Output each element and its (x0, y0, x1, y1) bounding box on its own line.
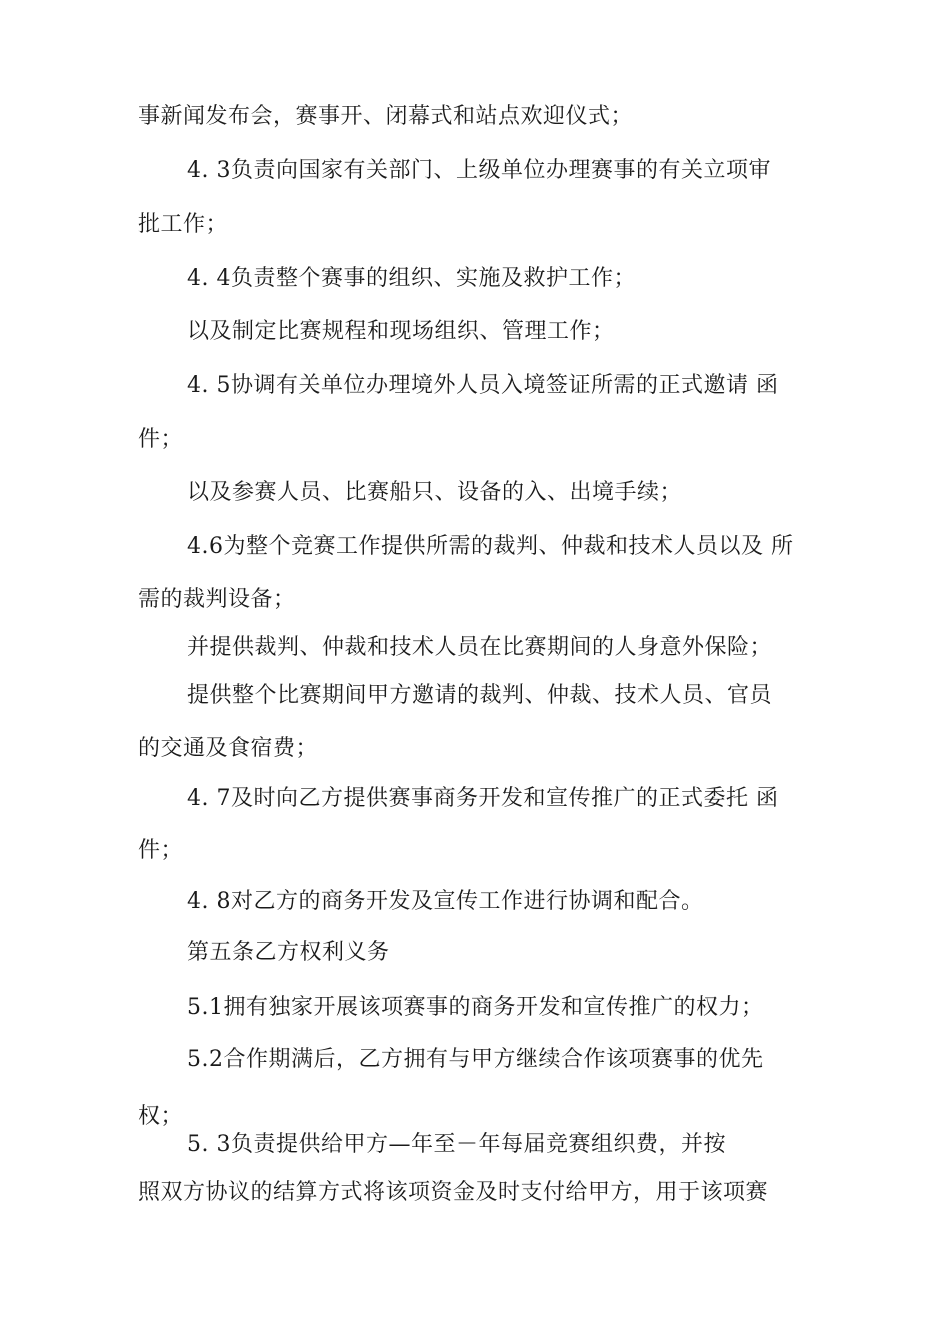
text-line: 以及制定比赛规程和现场组织、管理工作； (187, 319, 615, 344)
text-line: 5.2合作期满后，乙方拥有与甲方继续合作该项赛事的优先 (187, 1047, 764, 1072)
text-line: 件； (138, 838, 184, 863)
text-line: 以及参赛人员、比赛船只、设备的入、出境手续； (187, 480, 683, 505)
text-line: 4. 5协调有关单位办理境外人员入境签证所需的正式邀请 函 (187, 373, 779, 398)
text-line: 5.1拥有独家开展该项赛事的商务开发和宣传推广的权力； (187, 995, 764, 1020)
text-line: 事新闻发布会，赛事开、闭幕式和站点欢迎仪式； (138, 104, 634, 129)
text-line: 照双方协议的结算方式将该项资金及时支付给甲方，用于该项赛 (138, 1180, 769, 1205)
text-line: 4. 4负责整个赛事的组织、实施及救护工作； (187, 266, 636, 291)
text-line: 4. 8对乙方的商务开发及宣传工作进行协调和配合。 (187, 889, 704, 914)
text-line: 件； (138, 427, 184, 452)
text-line: 4.6为整个竞赛工作提供所需的裁判、仲裁和技术人员以及 所 (187, 534, 794, 559)
text-line: 需的裁判设备； (138, 587, 296, 612)
text-line: 4. 7及时向乙方提供赛事商务开发和宣传推广的正式委托 函 (187, 786, 779, 811)
text-line: 并提供裁判、仲裁和技术人员在比赛期间的人身意外保险； (187, 635, 773, 660)
text-line: 4. 3负责向国家有关部门、上级单位办理赛事的有关立项审 (187, 158, 771, 183)
section-heading: 第五条乙方权利义务 (187, 940, 390, 965)
text-line: 批工作； (138, 212, 229, 237)
text-line: 权； (138, 1104, 184, 1129)
text-line: 的交通及食宿费； (138, 736, 319, 761)
text-line: 5. 3负责提供给甲方—年至－年每届竞赛组织费，并按 (187, 1132, 726, 1157)
text-line: 提供整个比赛期间甲方邀请的裁判、仲裁、技术人员、官员 (187, 683, 773, 708)
